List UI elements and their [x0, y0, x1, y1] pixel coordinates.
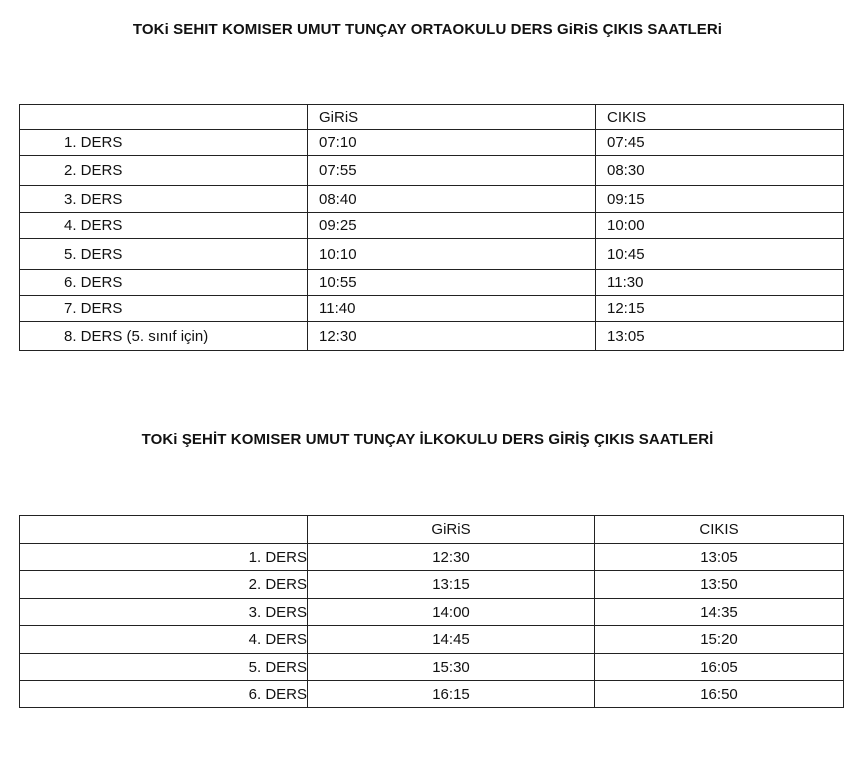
table-row — [20, 239, 844, 270]
table-row — [20, 156, 844, 186]
table-row — [20, 654, 844, 681]
ders-label: 4. DERS — [20, 213, 308, 239]
cikis-time: 13:05 — [595, 544, 844, 571]
giris-time: 12:30 — [308, 322, 596, 351]
ilkokul-title: TOKi ŞEHİT KOMISER UMUT TUNÇAY İLKOKULU DERS GİRİŞ ÇIKIS SAATLERİ — [141, 431, 714, 448]
table-row — [20, 599, 844, 626]
cikis-time: 07:45 — [596, 130, 844, 156]
ders-label: 2. DERS — [20, 571, 308, 599]
ortaokul-schedule-table — [19, 104, 844, 351]
table-row — [20, 322, 844, 351]
giris-time: 09:25 — [308, 213, 596, 239]
giris-time: 10:10 — [308, 239, 596, 270]
table-row — [20, 270, 844, 296]
giris-time: 08:40 — [308, 186, 596, 213]
cikis-time: 15:20 — [595, 626, 844, 654]
cikis-time: 11:30 — [596, 270, 844, 296]
giris-time: 07:55 — [308, 156, 596, 186]
ders-label: 3. DERS — [20, 599, 308, 626]
ders-label: 6. DERS — [20, 270, 308, 296]
ders-label: 5. DERS — [20, 239, 308, 270]
ortaokul-title: TOKi SEHIT KOMISER UMUT TUNÇAY ORTAOKULU DERS GiRiS ÇIKIS SAATLERi — [132, 21, 723, 38]
table-row — [20, 681, 844, 708]
ders-label: 8. DERS (5. sınıf için) — [20, 322, 308, 351]
header-empty-cell — [20, 105, 308, 130]
table-row — [20, 296, 844, 322]
table-row — [20, 544, 844, 571]
giris-time: 14:00 — [308, 599, 595, 626]
ders-label: 5. DERS — [20, 654, 308, 681]
table-row — [20, 571, 844, 599]
header-cikis: CIKIS — [595, 516, 844, 544]
ders-label: 1. DERS — [20, 544, 308, 571]
header-cikis: CIKIS — [596, 105, 844, 130]
table-header-row — [20, 105, 844, 130]
ders-label: 3. DERS — [20, 186, 308, 213]
header-giris: GiRiS — [308, 516, 595, 544]
cikis-time: 12:15 — [596, 296, 844, 322]
ders-label: 7. DERS — [20, 296, 308, 322]
giris-time: 11:40 — [308, 296, 596, 322]
table-row — [20, 626, 844, 654]
cikis-time: 09:15 — [596, 186, 844, 213]
cikis-time: 16:50 — [595, 681, 844, 708]
table-row — [20, 186, 844, 213]
giris-time: 14:45 — [308, 626, 595, 654]
cikis-time: 10:45 — [596, 239, 844, 270]
giris-time: 15:30 — [308, 654, 595, 681]
header-empty-cell — [20, 516, 308, 544]
ders-label: 2. DERS — [20, 156, 308, 186]
giris-time: 10:55 — [308, 270, 596, 296]
table-row — [20, 130, 844, 156]
cikis-time: 10:00 — [596, 213, 844, 239]
header-giris: GiRiS — [308, 105, 596, 130]
cikis-time: 13:05 — [596, 322, 844, 351]
giris-time: 13:15 — [308, 571, 595, 599]
ders-label: 4. DERS — [20, 626, 308, 654]
ders-label: 1. DERS — [20, 130, 308, 156]
ders-label: 6. DERS — [20, 681, 308, 708]
table-header-row — [20, 516, 844, 544]
cikis-time: 08:30 — [596, 156, 844, 186]
giris-time: 16:15 — [308, 681, 595, 708]
giris-time: 07:10 — [308, 130, 596, 156]
cikis-time: 13:50 — [595, 571, 844, 599]
cikis-time: 16:05 — [595, 654, 844, 681]
ilkokul-schedule-table — [19, 515, 844, 708]
table-row — [20, 213, 844, 239]
giris-time: 12:30 — [308, 544, 595, 571]
cikis-time: 14:35 — [595, 599, 844, 626]
